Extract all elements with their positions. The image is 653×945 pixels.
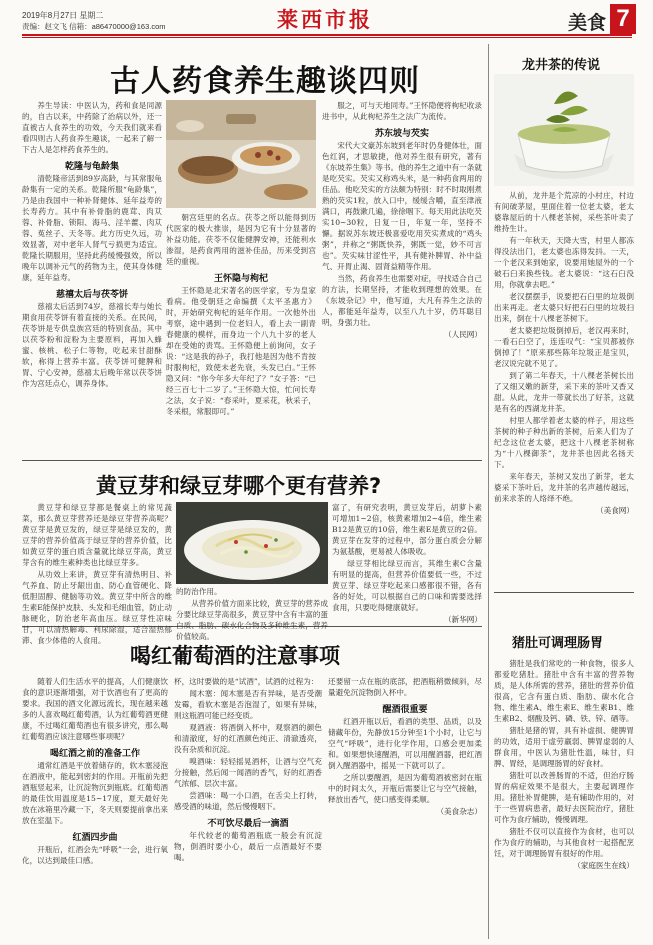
article3-para: 之所以要醒酒，是因为葡萄酒被密封在瓶中的时间太久，开瓶后需要让它与空气接触，释放出香气，使口感变得柔顺。 [328,773,482,804]
article3-para: 红酒开瓶以后，看酒的类型、品质，以及储藏年份，先静放15分钟至1个小时，让它与空气“呼吸”，进行化学作用，口感会更加柔和。如果想快速醒酒，可以用醒酒器，把红酒倒入醒酒器中，摇晃一下就可以了。 [328,717,482,770]
section-divider [22,460,482,461]
article3-para: 开瓶后，红酒会先“呼吸”一会，进行氧化，以达到最佳口感。 [22,845,168,865]
subhead-qianlong: 乾隆与龟龄集 [64,162,119,172]
article2-para: 绿豆芽相比绿豆而言，其维生素C含量有明显的提高，但营养价值要低一些，不过黄豆芽、绿豆芽吃起来口感都很不错，各有各的好处，可以根据自己的口味和需要选择食用，只要吃得健康就好。 [332,559,482,612]
article4-para: 从前，龙井是个荒凉的小村庄，村边有间破茅屋，里面住着一位老太婆，老太婆靠屋后的十八棵老茶树，采些茶叶卖了维持生计。 [494,191,634,233]
source-credit: （美食杂志） [436,807,482,816]
headline-pork-tripe: 猪肚可调理肠胃 [512,636,604,651]
article3-para: 年代较老的葡萄酒瓶底一般会有沉淀物，倒酒时要小心，最后一点酒最好不要喝。 [174,831,322,862]
article3-para: 随着人们生活水平的提高，人们健康饮食的意识逐渐增强，对于饮酒也有了更高的要求。我国的酒文化源远流长，现在越来越多的人喜欢喝红葡萄酒，认为红葡萄酒更健康，不过喝红葡萄酒也有很多讲究，那么喝红葡萄酒应该注意哪些事项呢？ [22,677,168,741]
subhead-last-drop: 不可饮尽最后一滴酒 [207,819,289,829]
article4-para: 来年春天，茶树又发出了新芽，老太婆采下茶叶后，龙井茶的名声越传越远，前来求茶的人络绎不绝。 [494,472,634,503]
page-header [0,0,653,42]
article2-para: 的防治作用。 [176,587,222,596]
article4-para: 老太婆把垃圾倒掉后，老汉再来时，一看石臼空了，连连叹气：“宝贝都被你倒掉了！”原来那些陈年垃圾正是宝贝，老汉说完就不见了。 [494,326,634,368]
article1-para: 当然，药食养生也需要对症，寻找适合自己的方法，长期坚持，才能收到理想的效果。在《东坡杂记》中，他写道，大凡有养生之法的人，都能延年益寿，以至八九十岁，仍耳聪目明，身强力壮。 [322,274,482,327]
subhead-cixi: 慈禧太后与茯苓饼 [55,290,128,300]
subhead-decanting: 醒酒很重要 [382,705,428,715]
article3-para: 闻木塞：闻木塞是否有异味，是否受潮发霉，看软木塞是否泡湿了，如果有异味，则这瓶酒可能已经变质。 [174,689,322,720]
article4-para: 到了第二年春天，十八棵老茶树长出了又细又嫩的新芽，采下来的茶叶又香又甜。从此，龙井一带就长出了好茶，这就是有名的西湖龙井茶。 [494,371,634,413]
source-credit: （人民网） [444,330,482,339]
article3-para: 还要留一点在瓶的底部，把酒瓶稍微倾斜，尽量避免沉淀物倒入杯中。 [328,677,482,697]
article1-para: 朝宫廷里的名点。茯苓之所以能得到历代医家的极大推崇，是因为它有十分显著的补益功能。茯苓不仅能健脾安神，还能利水渗湿，是药食两用的滋补佳品，历来受到宫廷的重视。 [166,213,316,266]
subhead-wine-steps: 红酒四步曲 [72,833,118,843]
article3-col3 [328,676,482,938]
article1-para: 清乾隆帝活到89岁高龄，与其常服龟龄集有一定的关系。乾隆所服“龟龄集”，乃是由我国中一种补肾健体、延年益寿的长寿药方。其中有补骨脂的鹿茸、肉苁蓉、补骨脂、锁阳、海马、淫羊藿、肉苁蓉、菟丝子、天冬等。此方历史久远，功效显著，对中老年人肾气亏损更为适宜。乾隆长期服用，坚持此药缓慢强效，所以晚年以调补元气的药物为主，使其身体健康，延年益寿。 [22,174,162,282]
article1-col3 [322,100,482,458]
article2-col3 [332,502,482,622]
source-credit: （美食网） [596,506,634,515]
source-credit: （新华网） [444,615,482,624]
header-rule-thin [22,37,632,38]
article2-col2 [176,586,328,641]
article4-para: 有一年秋天，天降大雪，村里人都冻得没法出门，老太婆也冻得发抖。一天，一个老汉来到她家，说要用她屋外的一个破石臼来换些钱。老太婆说：“这石臼没用，你就拿去吧。” [494,236,634,289]
article2-para: 富了，有研究表明，黄豆发芽后，胡萝卜素可增加1~2倍，核黄素增加2~4倍，维生素B12是黄豆的10倍，维生素E是黄豆的2倍。黄豆芽在发芽的过程中，部分蛋白质会分解为氨基酸，更易被人体吸收。 [332,503,482,556]
article3-para: 观酒液：将酒倒入杯中，观察酒的颜色和清澈度，好的红酒颜色纯正、清澈透亮，没有杂质和沉淀。 [174,723,322,754]
article4-body [494,190,634,588]
article5-para: 猪肚是我们常吃的一种食物，很多人都爱吃猪肚。猪肚中含有丰富的营养物质，是人体所需的营养，猪肚的营养价值很高，它含有蛋白质、脂肪、碳水化合物、维生素A、维生素E、维生素B1、维生素B2、烟酸及钙、磷、铁、锌、硒等。 [494,659,634,723]
article5-para: 猪肚不仅可以直接作为食材，也可以作为食疗的辅助，与其他食材一起搭配烹饪，对于调理肠胃有很好的作用。 [494,827,634,858]
article2-para: 从营养价值方面来比较，黄豆芽的营养成分要比绿豆芽高很多，黄豆芽中含有丰富的蛋白质、脂肪、碳水化合物及多种维生素，营养价值较高。 [176,599,328,641]
article1-col2 [166,212,316,458]
article3-col1 [22,676,168,938]
article4-para: 村里人都学着老太婆的样子，用这些茶树的种子种出新的茶树，后来人们为了纪念这位老太婆，把这十八棵老茶树称为“十八棵御茶”，龙井茶也因此名扬天下。 [494,416,634,469]
sidebar-divider [494,592,634,593]
headline-red-wine: 喝红葡萄酒的注意事项 [130,644,340,668]
article5-body [494,658,634,938]
masthead: 莱西市报 [277,7,373,32]
article3-para: 尝酒味：喝一小口酒，在舌尖上打转，感受酒的味道，然后慢慢咽下。 [174,791,322,811]
article1-para: 服之，可与天地同寿。”王怀隐便将枸杞收录进书中，从此枸杞养生之法广为流传。 [322,101,482,121]
article5-para: 猪肚可以改善肠胃的不适，但治疗肠胃的病症效果不是很大，主要起调理作用。猪肚补胃健脾，是有辅助作用的，对于一些胃病患者，最好去医院治疗，猪肚可作为食疗辅助，慢慢调理。 [494,771,634,824]
article2-para: 黄豆芽和绿豆芽都是餐桌上的常见蔬菜，那么黄豆芽营养还是绿豆芽营养高呢？黄豆芽是黄豆发的，绿豆芽是绿豆发的，黄豆芽的营养价值高于绿豆芽的营养价值，比如黄豆芽的蛋白质含量就比绿豆芽高，黄豆芽含有的维生素种类也比绿豆芽多。 [22,503,172,567]
issue-date: 2019年8月27日 星期二 [22,11,104,20]
longjing-tea-photo [494,74,634,186]
subhead-wine-prep: 喝红酒之前的准备工作 [49,749,140,759]
headline-longjing: 龙井茶的传说 [522,58,601,73]
article1-para: 王怀隐是北宋著名的医学家，专为皇家看病。他受朝廷之命编撰《太平圣惠方》时，开始研究枸杞的延年作用。一次他外出考察，途中遇到一位老妇人，看上去一副青春健康的模样，而身边一个八九十岁的老人却在受她的责骂。王怀隐便上前询问，女子说：“这是我的孙子，我打他是因为他不肯按时服枸杞，致使未老先衰，头发已白。”王怀隐又问：“你今年多大年纪了？”女子答：“已经三百七十二岁了。”王怀隐大惊，忙问长寿之法，女子说：“春采叶，夏采花，秋采子，冬采根，常服即可。” [166,286,316,416]
editor-info: 责编：赵文飞 信箱：a86470000@163.com [22,22,166,31]
headline-bean-sprouts: 黄豆芽和绿豆芽哪个更有营养? [96,474,382,498]
article3-para: 通常红酒是平放着储存的，软木塞浸泡在酒液中，能起到密封的作用。开瓶前先把酒瓶竖起来，让沉淀物沉到瓶底。红葡萄酒的最佳饮用温度是15~17度，夏天最好先放在冰箱里冷藏一下，冬天则要提前拿出来放在室温下。 [22,761,168,825]
header-rule [22,34,632,36]
headline-herbal-food: 古人药食养生趣谈四则 [110,64,420,99]
article3-para: 嗅酒味：轻轻摇晃酒杯，让酒与空气充分接触，然后闻一闻酒的香气，好的红酒香气浓郁、层次丰富。 [174,757,322,788]
article1-col1 [22,100,162,458]
subhead-su-dongpo: 苏东坡与芡实 [374,129,429,139]
subhead-wang-huaiyin: 王怀隐与枸杞 [213,274,268,284]
article1-para: 慈禧太后活到74岁，慈禧长寿与她长期食用茯苓饼有着直接的关系。在民间，茯苓饼是专供皇族宫廷的特别食品，其中以茯苓粉和淀粉为主要原料，再加入蜂蜜、核桃、松子仁等物，吃起来甘甜酥软，称得上营养丰富。茯苓饼可健脾和胃、宁心安神，慈禧太后晚年常以茯苓饼作为宫廷点心，调养身体。 [22,302,162,388]
article3-para: 杯，这时要做的是“试酒”，试酒的过程为： [174,677,319,686]
article1-intro: 养生导读：中医认为，药和食是同源的，自古以来，中药除了治病以外，还一直被古人食养生的功效，今天我们就来看看四则古人药食养生趣谈，一起来了解一下古人是怎样药食养生的。 [22,101,162,154]
herbal-food-photo [166,100,316,208]
section-name: 美食 [568,12,607,34]
page-number: 7 [610,4,636,34]
article2-para: 从功效上来讲，黄豆芽有清热明目、补气养血、防止牙龈出血、防心血管硬化、降低胆固醇、健脑等功效。黄豆芽中所含的维生素E能保护皮肤、头发和毛细血管，防止动脉硬化，防治老年高血压。绿豆芽性凉味甘，可以清热解毒、利尿除湿，适合湿热郁滞、食少体倦的人食用。 [22,570,172,645]
bean-sprouts-photo [176,502,328,584]
article1-para: 宋代大文豪苏东坡到老年时仍身健体壮，面色红润，才思敏捷，他对养生很有研究，著有《东坡养生集》等书。他的养生之道中有一条就是吃芡实。芡实又称鸡头米，是一种药食两用的佳品。他吃芡实的方法颇为特别：时不时取刚煮熟的芡实1粒，放入口中，缓缓含嚼，直至津液满口，再鼓漱几遍，徐徐咽下。每天用此法吃芡实10~30粒，日复一日，年复一年，坚持不懈。据说苏东坡还极喜爱吃用芡实煮成的“鸡头粥”，并称之“粥既快养，粥既一觉，妙不可言也”。芡实味甘涩性平，具有健补脾胃、补中益气、开胃止渴、固肾益精等作用。 [322,141,482,271]
article3-col2 [174,676,322,938]
article5-para: 猪肚是猪的胃，具有补虚损、健脾胃的功效，适用于虚劳羸弱、脾胃虚弱的人群食用，中医认为猪肚性温，味甘，归脾、胃经，是调理肠胃的好食材。 [494,726,634,768]
article4-para: 老汉摆摆手，说要把石臼里的垃圾倒出来再走。老太婆只好把石臼里的垃圾扫出来，倒在十八棵老茶树下。 [494,292,634,323]
source-credit: （家庭医生在线） [573,861,634,870]
column-divider [488,44,489,939]
article2-col1 [22,502,172,645]
